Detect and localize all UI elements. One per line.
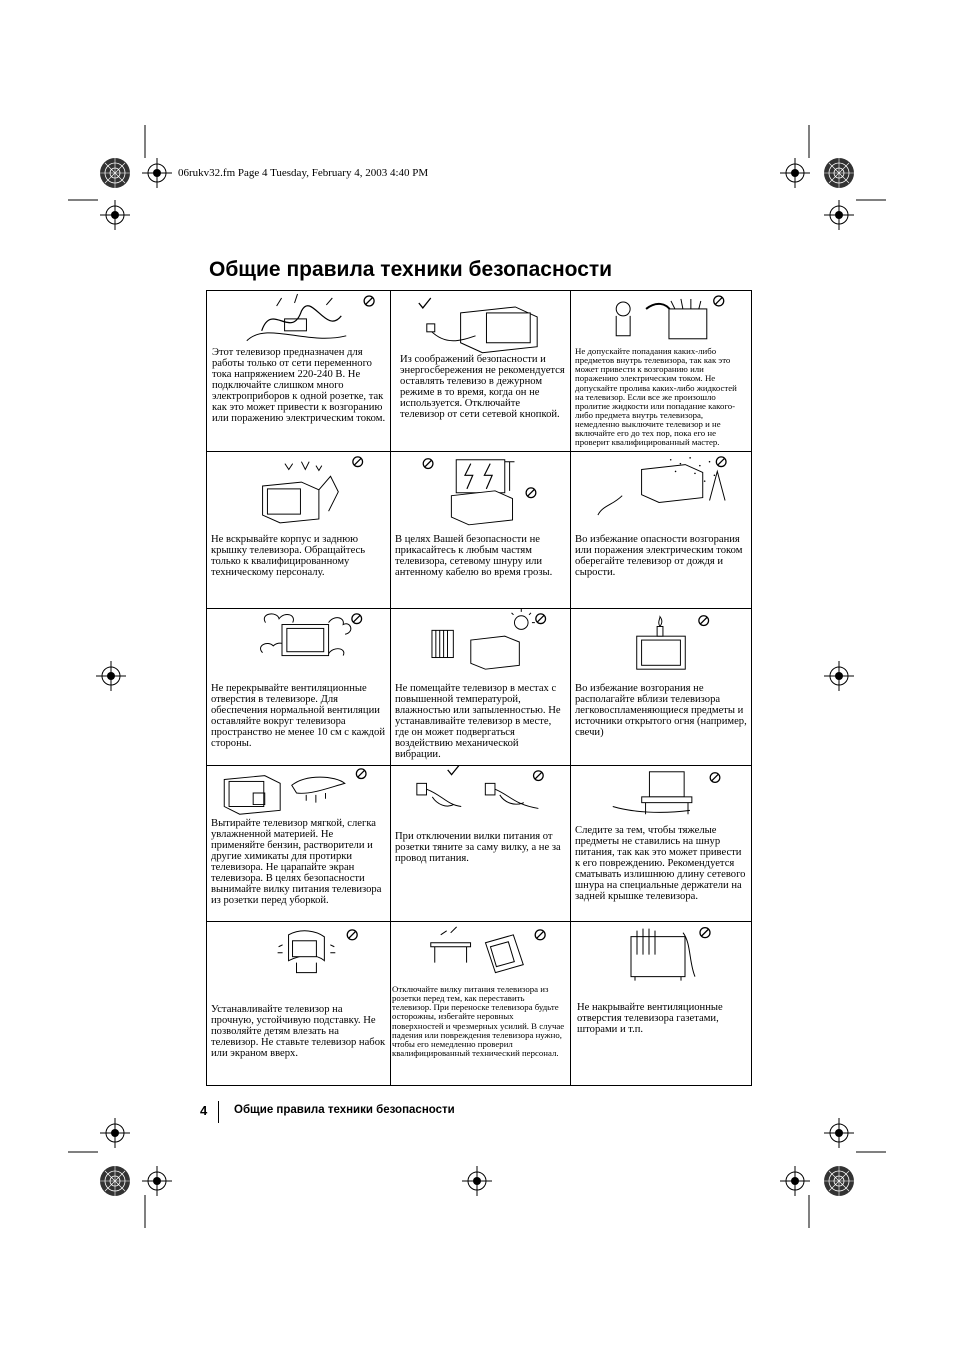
rule-cell-fire: [571, 609, 751, 766]
rule-text: Из соображений безопасности и энергосбережения не рекомендуется оставлять телевизо в дежурном режиме в то время, когда он не используется. Отключайте телевизор от сети сетевой кнопкой.: [400, 354, 565, 421]
rule-text: Не вскрывайте корпус и заднюю крышку телевизора. Обращайтесь только к квалифицированному техническому персоналу.: [211, 534, 366, 579]
rule-text: Отключайте вилку питания телевизора из розетки перед тем, как переставить телевизор. При переноске телевизора будьте осторожны, избегайте неровных поверхностей и чрезмерных усилий. В случае падения или повреждения телевизора нужно, чтобы его немедленно проверил квалифицированный технический персонал.: [392, 984, 565, 1058]
covered-vents-icon: [571, 922, 751, 1013]
rule-text: Устанавливайте телевизор на прочную, устойчивую подставку. Не позволяйте детям влезать на телевизор. Не ставьте телевизор набок или экраном вверх.: [211, 1004, 386, 1060]
page-title: Общие правила техники безопасности: [209, 258, 613, 281]
rule-cell-ventilation: [207, 609, 391, 766]
rule-cell-cord: [571, 766, 751, 922]
rule-cell-covering: [571, 922, 751, 1085]
page-number: 4: [200, 1103, 208, 1118]
rule-text: Не перекрывайте вентиляционные отверстия в телевизоре. Для обеспечения нормальной вентиляции оставляйте вокруг телевизора пространство не менее 10 см с каждой стороны.: [211, 683, 386, 750]
rule-text: Во избежание возгорания не располагайте вблизи телевизора легковоспламеняющиеся предметы и источники открытого огня (например, свечи): [575, 683, 747, 739]
lightning-storm-icon: [391, 452, 570, 539]
rule-cell-liquids: [571, 291, 751, 452]
rule-text: Не накрывайте вентиляционные отверстия телевизора газетами, шторами и т.п.: [577, 1002, 723, 1036]
rule-cell-stability: [207, 922, 391, 1085]
rule-cell-moisture: [571, 452, 751, 609]
rule-text: При отключении вилки питания от розетки тяните за саму вилку, а не за провод питания.: [395, 831, 561, 865]
rule-cell-power-supply: [207, 291, 391, 452]
rule-text: Не помещайте телевизор в местах с повышенной температурой, влажностью или запыленностью. Не устанавливайте телевизор в месте, где он может подвергаться воздействию механической вибрации.: [395, 683, 561, 761]
rule-text: Во избежание опасности возгорания или поражения электрическим током оберегайте телевизор от дождя и сырости.: [575, 534, 743, 579]
rule-cell-cover: [207, 452, 391, 609]
rule-cell-cleaning: [207, 766, 391, 922]
open-back-cover-icon: [207, 452, 390, 539]
rule-text: Не допускайте попадания каких-либо предметов внутрь телевизора, так как это может привести к возгоранию или поражению электрическим током. Не допускайте пролива каких-либо жидкостей на телевизор. Если все же произошло пролитие жидкости или попадание какого-либо предмета внутрь телевизора, немедленно выключите телевизор и не включайте его до тех пор, пока его не проверит квалифицированный мастер.: [575, 346, 737, 448]
rule-cell-plug: [391, 766, 571, 922]
rule-cell-heat: [391, 609, 571, 766]
footer-divider: [218, 1101, 219, 1123]
rule-text: В целях Вашей безопасности не прикасайтесь к любым частям телевизора, сетевому шнуру или антенному кабелю во время грозы.: [395, 534, 553, 579]
rain-icon: [571, 452, 751, 539]
rule-cell-standby: [391, 291, 571, 452]
rule-text: Этот телевизор предназначен для работы только от сети переменного тока напряжением 220-240 В. Не подключайте слишком много электроприборов к одной розетке, так как это может привести к возгоранию или поражению электрическим током.: [212, 347, 386, 425]
rule-cell-moving: [391, 922, 571, 1085]
rule-text: Вытирайте телевизор мягкой, слегка увлажненной материей. Не применяйте бензин, растворители и другие химикаты для протирки телевизора. Не царапайте экран телевизора. В целях безопасности вынимайте вилку питания телевизора из розетки перед уборкой.: [211, 818, 382, 907]
file-info-header: 06rukv32.fm Page 4 Tuesday, February 4, 2003 4:40 PM: [178, 167, 429, 179]
unstable-tv-icon: [207, 922, 390, 1013]
rule-text: Следите за тем, чтобы тяжелые предметы не ставились на шнур питания, так как это может привести к его повреждению. Рекомендуется сматывать излишнюю длину сетевого шнура на специальные держатели на задней крышке телевизора.: [575, 825, 746, 903]
rule-cell-thunderstorm: [391, 452, 571, 609]
footer-section-title: Общие правила техники безопасности: [234, 1104, 455, 1116]
safety-rules-table: [206, 290, 752, 1086]
